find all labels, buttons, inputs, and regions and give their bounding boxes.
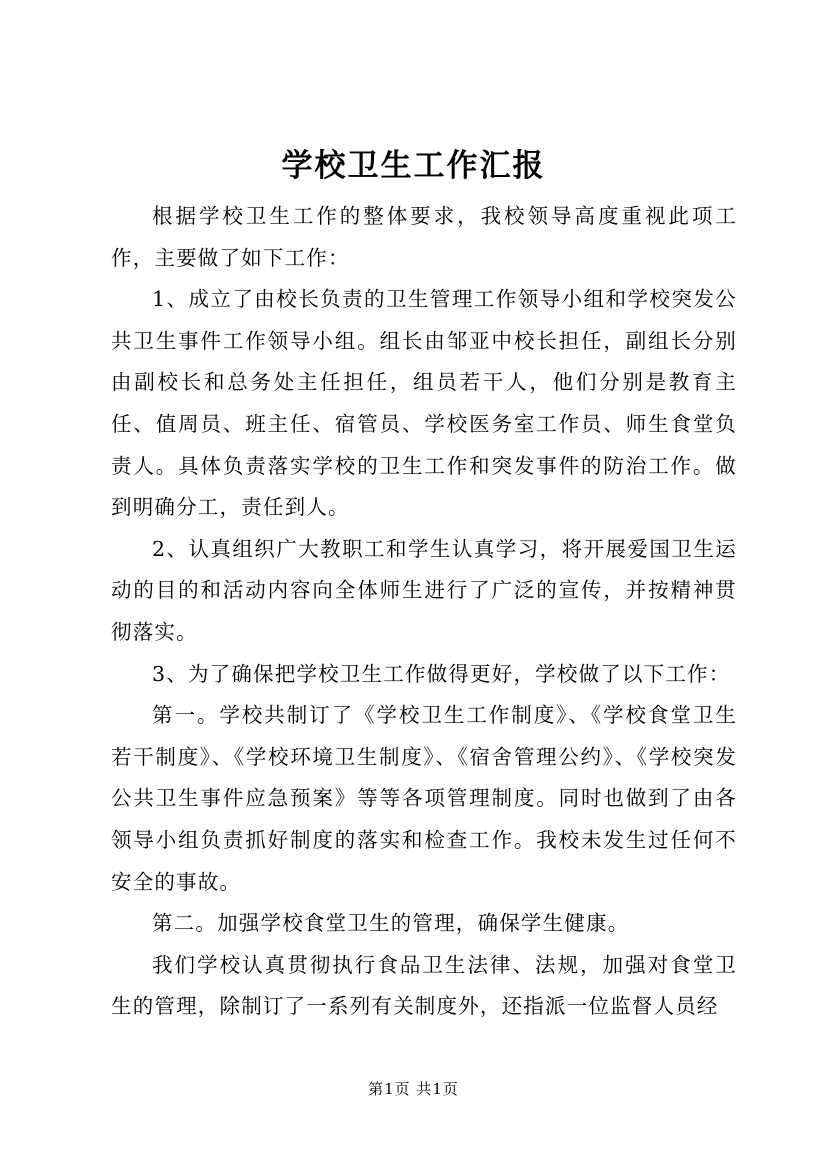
paragraph-item-1: 1、成立了由校长负责的卫生管理工作领导小组和学校突发公共卫生事件工作领导小组。组长由邹亚中校长担任，副组长分别由副校长和总务处主任担任，组员若干人，他们分别是教育主任、值周员、班主任、宿管员、学校医务室工作员、师生食堂负责人。具体负责落实学校的卫生工作和突发事件的防治工作。做到明确分工，责任到人。 — [111, 287, 737, 520]
paragraph-item-2: 2、认真组织广大教职工和学生认真学习，将开展爱国卫生运动的目的和活动内容向全体师生进行了广泛的宣传，并按精神贯彻落实。 — [111, 536, 737, 644]
paragraph-second: 第二。加强学校食堂卫生的管理，确保学生健康。 — [152, 911, 630, 936]
paragraph-first: 第一。学校共制订了《学校卫生工作制度》、《学校食堂卫生若干制度》、《学校环境卫生制度》、《宿舍管理公约》、《学校突发公共卫生事件应急预案》等等各项管理制度。同时也做到了由各领导小组负责抓好制度的落实和检查工作。我校未发生过任何不安全的事故。 — [111, 703, 737, 894]
page-number-footer: 第1页 共1页 — [368, 1080, 459, 1098]
paragraph-canteen: 我们学校认真贯彻执行食品卫生法律、法规，加强对食堂卫生的管理，除制订了一系列有关制度外，还指派一位监督人员经 — [111, 952, 737, 1019]
document-body — [111, 196, 737, 1028]
paragraph-item-3: 3、为了确保把学校卫生工作做得更好，学校做了以下工作： — [152, 661, 731, 686]
paragraph-intro: 根据学校卫生工作的整体要求，我校领导高度重视此项工作，主要做了如下工作： — [111, 204, 737, 270]
document-title: 学校卫生工作汇报 — [281, 148, 546, 184]
